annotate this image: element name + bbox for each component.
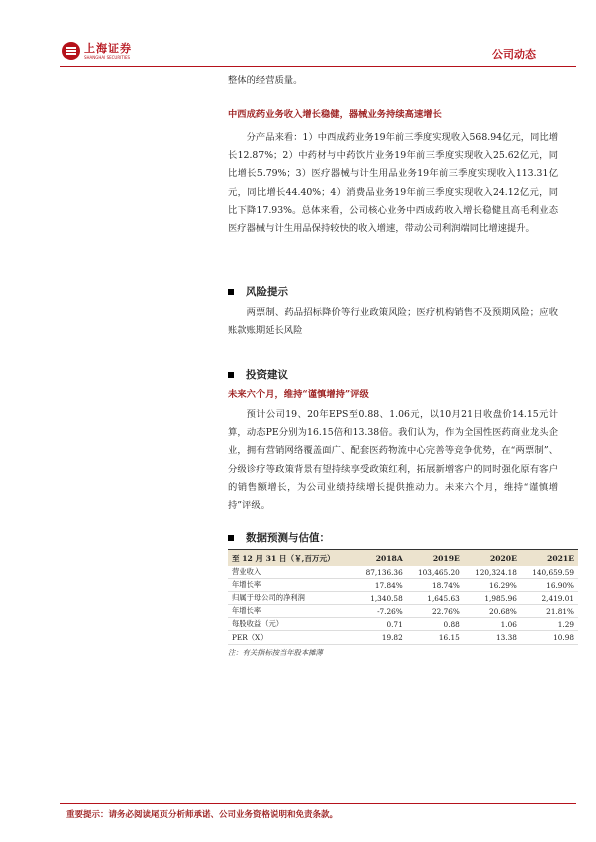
table-row <box>228 566 578 579</box>
brand-name-cn: 上海证券 <box>84 41 132 55</box>
row-label: 年增长率 <box>228 605 355 618</box>
section-subhead: 中西成药业务收入增长稳健，器械业务持续高速增长 <box>228 109 442 120</box>
invest-subhead: 未来六个月，维持“谨慎增持”评级 <box>228 389 369 400</box>
forecast-title-text: 数据预测与估值： <box>246 532 330 544</box>
table-cell: 19.82 <box>355 631 407 644</box>
table-row <box>228 618 578 631</box>
bullet-square-icon <box>228 372 234 378</box>
section-forecast <box>228 530 584 658</box>
logo-icon <box>62 42 80 60</box>
row-label: 营业收入 <box>228 566 355 579</box>
invest-title-text: 投资建议 <box>246 369 288 381</box>
table-row <box>228 592 578 605</box>
section-product <box>228 107 558 238</box>
table-cell: 22.76% <box>407 605 464 618</box>
invest-title <box>228 367 558 382</box>
risk-title <box>228 284 558 299</box>
table-cell: 13.38 <box>464 631 521 644</box>
table-row <box>228 605 578 618</box>
section-invest <box>228 367 558 515</box>
row-label: 归属于母公司的净利润 <box>228 592 355 605</box>
row-label: 每股收益（元） <box>228 618 355 631</box>
table-cell: 1,340.58 <box>355 592 407 605</box>
table-cell: 87,136.36 <box>355 566 407 579</box>
table-cell: 16.29% <box>464 579 521 592</box>
table-row <box>228 631 578 644</box>
table-cell: 0.88 <box>407 618 464 631</box>
report-type-tag: 公司动态 <box>492 48 536 61</box>
header-divider <box>60 66 576 67</box>
table-header-row <box>228 550 578 567</box>
column-header: 至 12 月 31 日（￥,百万元） <box>228 550 355 567</box>
column-header: 2021E <box>521 550 578 567</box>
page-header <box>0 0 596 66</box>
table-cell: 103,465.20 <box>407 566 464 579</box>
table-cell: 1.06 <box>464 618 521 631</box>
row-label: PER（X） <box>228 631 355 644</box>
forecast-title <box>228 530 584 545</box>
table-cell: 21.81% <box>521 605 578 618</box>
brand-logo <box>62 42 132 60</box>
footer-divider <box>60 803 576 804</box>
table-cell: -7.26% <box>355 605 407 618</box>
table-cell: 1,645.63 <box>407 592 464 605</box>
table-cell: 1,985.96 <box>464 592 521 605</box>
bullet-square-icon <box>228 535 234 541</box>
intro-block <box>228 72 558 90</box>
table-cell: 20.68% <box>464 605 521 618</box>
table-cell: 17.84% <box>355 579 407 592</box>
table-cell: 16.90% <box>521 579 578 592</box>
continued-text: 整体的经营质量。 <box>228 75 303 86</box>
column-header: 2018A <box>355 550 407 567</box>
row-label: 年增长率 <box>228 579 355 592</box>
table-cell: 120,324.18 <box>464 566 521 579</box>
forecast-table <box>228 549 578 645</box>
column-header: 2019E <box>407 550 464 567</box>
table-cell: 16.15 <box>407 631 464 644</box>
table-cell: 2,419.01 <box>521 592 578 605</box>
brand-name-en: SHANGHAI SECURITIES <box>84 54 131 60</box>
disclaimer-footer: 重要提示：请务必阅读尾页分析师承诺、公司业务资格说明和免责条款。 <box>66 810 339 820</box>
table-cell: 0.71 <box>355 618 407 631</box>
table-cell: 10.98 <box>521 631 578 644</box>
bullet-square-icon <box>228 289 234 295</box>
invest-paragraph: 预计公司19、20年EPS至0.88、1.06元，以10月21日收盘价14.15元计算，动态PE分别为16.15倍和13.38倍。我们认为，作为全国性医药商业龙头企业，拥有营销网络覆盖面广、配套医药物流中心完善等竞争优势，在“两票制”、分级诊疗等政策背景有望持续享受政策红利，拓展新增客户的同时强化原有客户的销售额增长，为公司业绩持续增长提供推动力。未来六个月，维持“谨慎增持”评级。 <box>228 409 558 512</box>
table-cell: 140,659.59 <box>521 566 578 579</box>
section-paragraph: 分产品来看：1）中西成药业务19年前三季度实现收入568.94亿元，同比增长12.87%；2）中药材与中药饮片业务19年前三季度实现收入25.62亿元，同比增长5.79%；3）医疗器械与计生用品业务19年前三季度实现收入113.31亿元，同比增长44.40%；4）消费品业务19年前三季度实现收入24.12亿元，同比下降17.93%。总体来看，公司核心业务中西成药收入增长稳健且高毛利业态医疗器械与计生用品保持较快的收入增速，带动公司利润端同比增速提升。 <box>228 132 558 235</box>
table-cell: 18.74% <box>407 579 464 592</box>
section-risk <box>228 284 558 340</box>
table-row <box>228 579 578 592</box>
table-note: 注：有关指标按当年股本摊薄 <box>228 647 323 657</box>
risk-title-text: 风险提示 <box>246 286 288 298</box>
column-header: 2020E <box>464 550 521 567</box>
risk-text: 两票制、药品招标降价等行业政策风险；医疗机构销售不及预期风险；应收账款账期延长风险 <box>228 307 558 337</box>
table-cell: 1.29 <box>521 618 578 631</box>
